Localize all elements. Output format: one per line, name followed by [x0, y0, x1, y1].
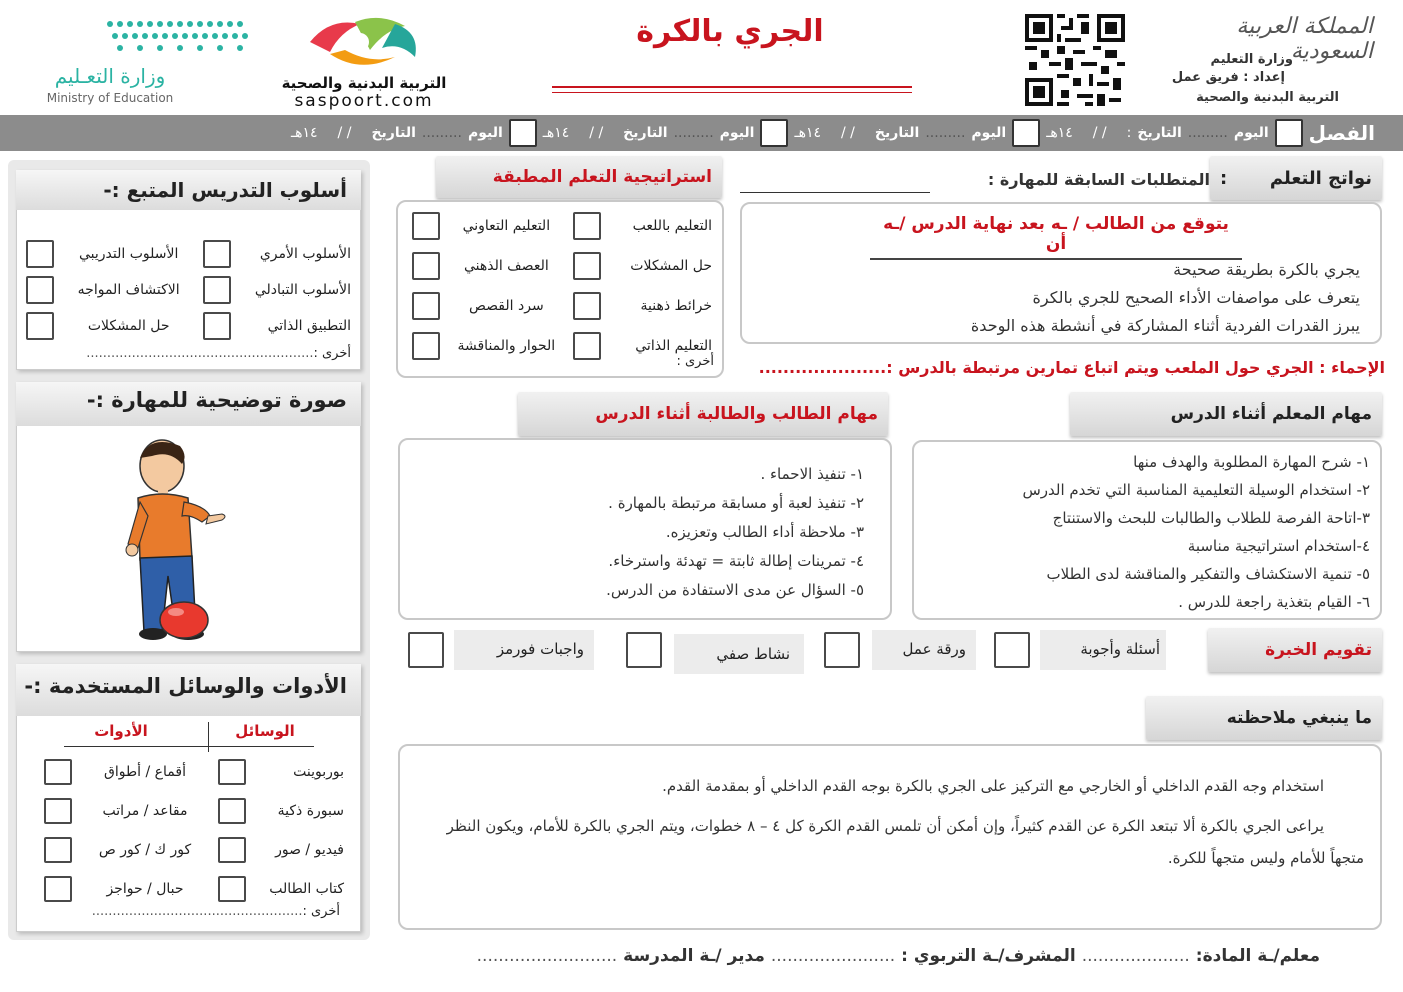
strategies-header: استراتيجية التعلم المطبقة — [436, 156, 722, 198]
outcomes-expect: يتوقع من الطالب / ـه بعد نهاية الدرس /ـه أن — [870, 214, 1242, 260]
style-checkbox-reciprocal[interactable] — [203, 276, 231, 304]
date-slashes-2: / / — [841, 125, 855, 141]
assessment-checkbox-forms[interactable] — [408, 632, 444, 668]
strategy-problem-solving: حل المشكلات — [630, 258, 712, 274]
style-checkbox-guided-discovery[interactable] — [26, 276, 54, 304]
style-option-reciprocal: الأسلوب التبادلي — [254, 282, 351, 298]
assessment-option-class-activity: نشاط صفي — [716, 645, 790, 663]
strategy-brainstorm: العصف الذهني — [463, 258, 549, 274]
assessment-checkbox-worksheet[interactable] — [824, 632, 860, 668]
style-other-label: أخرى : — [313, 346, 351, 361]
teacher-task-1: ١- شرح المهارة المطلوبة والهدف منها — [1133, 453, 1370, 471]
prereq-line — [740, 192, 930, 193]
qr-code — [1025, 14, 1125, 106]
style-option-command: الأسلوب الأمري — [259, 246, 351, 262]
day-label-4: اليوم — [467, 125, 503, 141]
means-video: فيديو / صور — [275, 841, 344, 858]
date-checkbox-3[interactable] — [509, 119, 537, 147]
style-option-guided-discovery: الاكتشاف المواجه — [77, 282, 180, 298]
moe-logo — [100, 16, 260, 62]
strategy-checkbox-dialogue[interactable] — [412, 332, 440, 360]
student-tasks-header: مهام الطالب والطالبة أثناء الدرس — [518, 392, 888, 436]
tools-checkbox-cones[interactable] — [44, 759, 72, 785]
tools-other: أخرى :................................................... — [91, 904, 340, 919]
strategy-checkbox-storytelling[interactable] — [412, 292, 440, 320]
year-suffix-2: ١٤هـ — [794, 125, 822, 141]
student-tasks-list — [420, 460, 864, 605]
saspoort-url: saspoort.com — [294, 91, 434, 111]
teacher-tasks-list — [930, 448, 1370, 616]
department-label: التربية البدنية والصحية — [1196, 90, 1339, 105]
style-checkbox-command[interactable] — [203, 240, 231, 268]
style-checkbox-self-check[interactable] — [203, 312, 231, 340]
prereq-label: المتطلبات السابقة للمهارة : — [987, 170, 1210, 189]
student-task-1: ١- تنفيذ الاحماء . — [760, 465, 864, 483]
style-option-self-check: التطبيق الذاتي — [267, 318, 351, 334]
student-task-3: ٣- ملاحظة أداء الطالب وتعزيزه. — [665, 523, 864, 541]
note-line-1: استخدام وجه القدم الداخلي أو الخارجي مع التركيز على الجري بالكرة بوجه القدم الداخلي أو بمقدمة القدم. — [662, 777, 1324, 795]
class-label: الفصل — [1308, 121, 1375, 145]
footer-signatures: معلم/ـة المادة: .................... المشرف/ـة التربوي : ....................... مدير /ـة المدرسة .......................... — [476, 946, 1320, 966]
strategy-checkbox-problem-solving[interactable] — [573, 252, 601, 280]
means-checkbox-smartboard[interactable] — [218, 798, 246, 824]
year-suffix-4: ١٤هـ — [291, 125, 318, 141]
day-label-2: اليوم — [971, 125, 1007, 141]
date-checkbox-2[interactable] — [760, 119, 788, 147]
strategy-play: التعليم باللعب — [632, 218, 712, 234]
strategy-mind-maps: خرائط ذهنية — [640, 298, 712, 314]
tools-divider — [208, 722, 209, 752]
outcome-item-2: يتعرف على مواصفات الأداء الصحيح للجري بالكرة — [1032, 288, 1360, 307]
strategy-checkbox-play[interactable] — [573, 212, 601, 240]
year-suffix-3: ١٤هـ — [542, 125, 570, 141]
note-line-2: يراعى الجري بالكرة ألا تبتعد الكرة عن القدم كثيراً، وإن أمكن أن تلمس القدم الكرة كل ٤ – ٨ خطوات، ويتم الجري بالكرة للأمام، ويكون النظر متجهاً للأمام وليس متجهاً للكرة. — [446, 817, 1364, 867]
notes-text — [420, 770, 1364, 874]
means-checkbox-textbook[interactable] — [218, 876, 246, 902]
assessment-checkbox-class-activity[interactable] — [626, 632, 662, 668]
student-task-2: ٢- تنفيذ لعبة أو مسابقة مرتبطة بالمهارة . — [608, 494, 864, 512]
skill-illustration — [110, 436, 260, 642]
teacher-task-4: ٤-استخدام استراتيجية مناسبة — [1187, 537, 1370, 555]
means-powerpoint: بوربوينت — [293, 763, 344, 780]
date-slashes-1: / / — [1092, 125, 1107, 141]
strategy-checkbox-cooperative[interactable] — [412, 212, 440, 240]
strategy-cooperative: التعليم التعاوني — [462, 218, 551, 234]
tools-benches: مقاعد / مراتب — [102, 802, 188, 819]
class-checkbox[interactable] — [1275, 119, 1303, 147]
footer-principal: مدير /ـة المدرسة — [623, 946, 765, 966]
date-slashes-3: / / — [589, 125, 604, 141]
saspoort-logo — [300, 12, 425, 74]
tools-header-line — [64, 746, 314, 747]
strategy-checkbox-mind-maps[interactable] — [573, 292, 601, 320]
teaching-style-options: الأسلوب الأمري الأسلوب التدريبي الأسلوب التبادلي الاكتشاف المواجه التطبيق الذاتي حل المشكلات أخرى :....................................................... — [26, 236, 351, 361]
teacher-task-6: ٦- القيام بتغذية راجعة للدرس . — [1178, 593, 1370, 611]
means-textbook: كتاب الطالب — [269, 880, 344, 897]
assessment-option-forms: واجبات فورمز — [496, 640, 584, 658]
outcome-item-3: يبرز القدرات الفردية أثناء المشاركة في أنشطة هذه الوحدة — [970, 316, 1360, 335]
tools-checkbox-ropes[interactable] — [44, 876, 72, 902]
student-task-5: ٥- السؤال عن مدى الاستفادة من الدرس. — [606, 581, 864, 599]
style-option-practice: الأسلوب التدريبي — [78, 246, 179, 262]
strategy-dialogue: الحوار والمناقشة — [457, 338, 556, 354]
warmup-line: الإحماء : الجري حول الملعب ويتم اتباع تمارين مرتبطة بالدرس :..................... — [758, 358, 1385, 377]
assessment-checkbox-qa[interactable] — [994, 632, 1030, 668]
teacher-task-3: ٣-اتاحة الفرصة للطلاب والطالبات للبحث والاستنتاج — [1052, 509, 1370, 527]
tools-title: الأدوات والوسائل المستخدمة :- — [16, 664, 361, 716]
picture-title: صورة توضيحية للمهارة :- — [16, 382, 361, 426]
teaching-style-title: أسلوب التدريس المتبع :- — [16, 170, 361, 210]
outcomes-header: نواتج التعلم : — [1210, 156, 1382, 200]
ministry-label: وزارة التعليم — [1210, 52, 1293, 67]
tools-balls: كور ك / كور ص — [98, 841, 192, 858]
style-checkbox-problem-solving[interactable] — [26, 312, 54, 340]
moe-english: Ministry of Education — [46, 91, 174, 105]
title-underline — [552, 86, 912, 88]
teacher-task-2: ٢- استخدام الوسيلة التعليمية المناسبة التي تخدم الدرس — [1022, 481, 1370, 499]
student-task-4: ٤- تمرينات إطالة ثابتة = تهدئة واسترخاء. — [608, 552, 864, 570]
strategy-storytelling: سرد القصص — [469, 298, 544, 314]
assessment-option-worksheet: ورقة عمل — [902, 640, 966, 658]
means-smartboard: سبورة ذكية — [277, 802, 344, 819]
date-checkbox-1[interactable] — [1012, 119, 1040, 147]
date-label-1: التاريخ — [1137, 125, 1182, 141]
day-label-3: اليوم — [719, 125, 755, 141]
page-title: الجري بالكرة — [636, 14, 824, 49]
means-checkbox-video[interactable] — [218, 837, 246, 863]
strategies-other: أخرى : — [676, 354, 714, 369]
year-suffix-1: ١٤هـ — [1046, 125, 1073, 141]
prepared-by-label: إعداد : فريق عمل — [1171, 70, 1285, 85]
date-slashes-4: / / — [337, 125, 352, 141]
tools-cones: أقماع / أطواق — [104, 763, 186, 780]
tools-ropes: حبال / حواجز — [106, 880, 184, 897]
tools-grid — [44, 752, 344, 908]
strategies-grid — [412, 206, 712, 366]
assessment-option-qa: أسئلة وأجوبة — [1080, 640, 1160, 658]
outcomes-list — [760, 256, 1360, 340]
kingdom-logo-text: المملكة العربية السعودية — [1236, 14, 1373, 64]
style-option-problem-solving: حل المشكلات — [87, 318, 170, 334]
means-checkbox-powerpoint[interactable] — [218, 759, 246, 785]
style-checkbox-practice[interactable] — [26, 240, 54, 268]
tools-checkbox-balls[interactable] — [44, 837, 72, 863]
teacher-tasks-header: مهام المعلم أثناء الدرس — [1070, 392, 1382, 436]
tools-header: الأدوات — [94, 722, 148, 740]
saspoort-arabic: التربية البدنية والصحية — [281, 74, 447, 92]
footer-teacher: معلم/ـة المادة: — [1195, 946, 1320, 966]
title-underline-2 — [552, 92, 912, 93]
assessment-header: تقويم الخبرة — [1208, 628, 1382, 672]
teacher-task-5: ٥- تنمية الاستكشاف والتفكير والمناقشة لدى الطلاب — [1046, 565, 1370, 583]
tools-checkbox-benches[interactable] — [44, 798, 72, 824]
notes-header: ما ينبغي ملاحظته — [1146, 696, 1382, 740]
date-label-3: التاريخ — [623, 125, 668, 141]
outcome-item-1: يجري بالكرة بطريقة صحيحة — [1173, 260, 1360, 279]
day-label-1: اليوم — [1233, 125, 1269, 141]
footer-supervisor: المشرف/ـة التربوي : — [901, 946, 1076, 966]
moe-arabic: وزارة التعـليم — [54, 64, 166, 88]
strategy-checkbox-brainstorm[interactable] — [412, 252, 440, 280]
means-header: الوسائل — [235, 722, 295, 740]
strategy-checkbox-self-learning[interactable] — [573, 332, 601, 360]
date-bar-content: الفصل اليوم ......... التاريخ : / / ١٤هـ اليوم ......... التاريخ / / ١٤هـ اليوم ......... التاريخ / / ١٤هـ اليوم ......... التاريخ / / ١٤هـ — [291, 121, 1375, 145]
strategy-self-learning: التعليم الذاتي — [635, 338, 712, 354]
date-label-2: التاريخ — [874, 125, 920, 141]
date-label-4: التاريخ — [371, 125, 416, 141]
